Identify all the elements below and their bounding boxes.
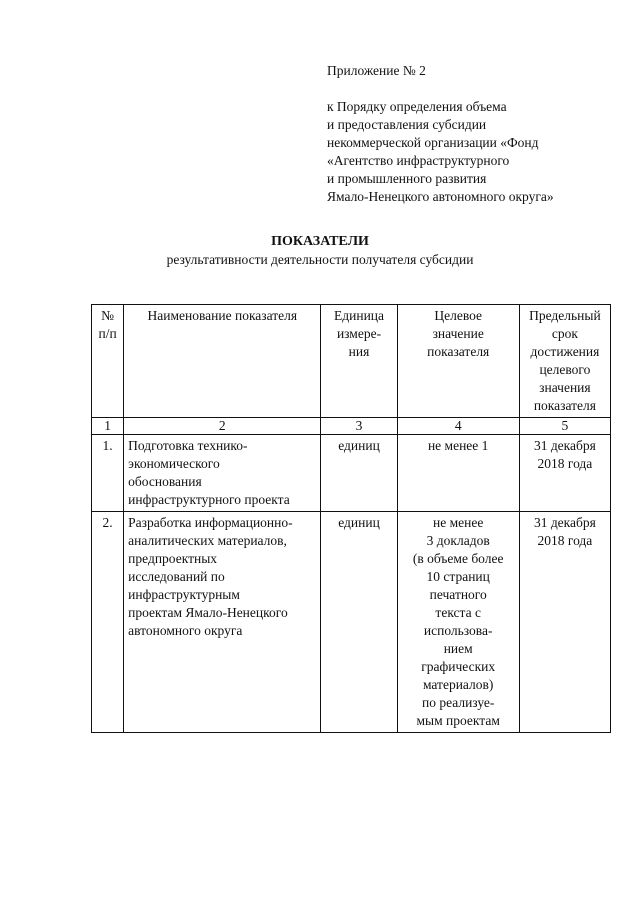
indicator-name: Подготовка технико- экономического обоснования инфраструктурного проекта xyxy=(124,435,321,512)
header-deadline: Предельный срок достижения целевого значения показателя xyxy=(519,305,610,418)
appendix-number: Приложение № 2 xyxy=(327,63,426,78)
appendix-line: и промышленного развития xyxy=(327,171,487,186)
target-value: не менее 1 xyxy=(397,435,519,512)
appendix-block xyxy=(327,62,627,206)
appendix-line: некоммерческой организации «Фонд xyxy=(327,135,539,150)
column-number: 2 xyxy=(124,418,321,435)
header-target-value: Целевое значение показателя xyxy=(397,305,519,418)
row-number: 1. xyxy=(92,435,124,512)
deadline: 31 декабря 2018 года xyxy=(519,512,610,733)
unit: единиц xyxy=(321,512,397,733)
document-title: ПОКАЗАТЕЛИ xyxy=(271,234,369,249)
table-row xyxy=(92,435,611,512)
table-row xyxy=(92,512,611,733)
target-value: не менее 3 докладов (в объеме более 10 страниц печатного текста с использова- нием графических материалов) по реализуе- мым проектам xyxy=(397,512,519,733)
document-subtitle: результативности деятельности получателя субсидии xyxy=(166,252,474,267)
row-number: 2. xyxy=(92,512,124,733)
appendix-line: к Порядку определения объема xyxy=(327,99,507,114)
indicator-name: Разработка информационно- аналитических материалов, предпроектных исследований по инфраструктурным проектам Ямало-Ненецкого автономного округа xyxy=(124,512,321,733)
column-number: 3 xyxy=(321,418,397,435)
header-indicator-name: Наименование показателя xyxy=(124,305,321,418)
indicators-table xyxy=(91,304,611,733)
appendix-line: «Агентство инфраструктурного xyxy=(327,153,510,168)
column-number: 5 xyxy=(519,418,610,435)
column-number-row xyxy=(92,418,611,435)
appendix-line: Ямало-Ненецкого автономного округа» xyxy=(327,189,554,204)
unit: единиц xyxy=(321,435,397,512)
document-heading xyxy=(0,233,640,269)
column-number: 4 xyxy=(397,418,519,435)
header-unit: Единица измере- ния xyxy=(321,305,397,418)
table-header-row xyxy=(92,305,611,418)
appendix-line: и предоставления субсидии xyxy=(327,117,487,132)
column-number: 1 xyxy=(92,418,124,435)
deadline: 31 декабря 2018 года xyxy=(519,435,610,512)
header-number: № п/п xyxy=(92,305,124,418)
